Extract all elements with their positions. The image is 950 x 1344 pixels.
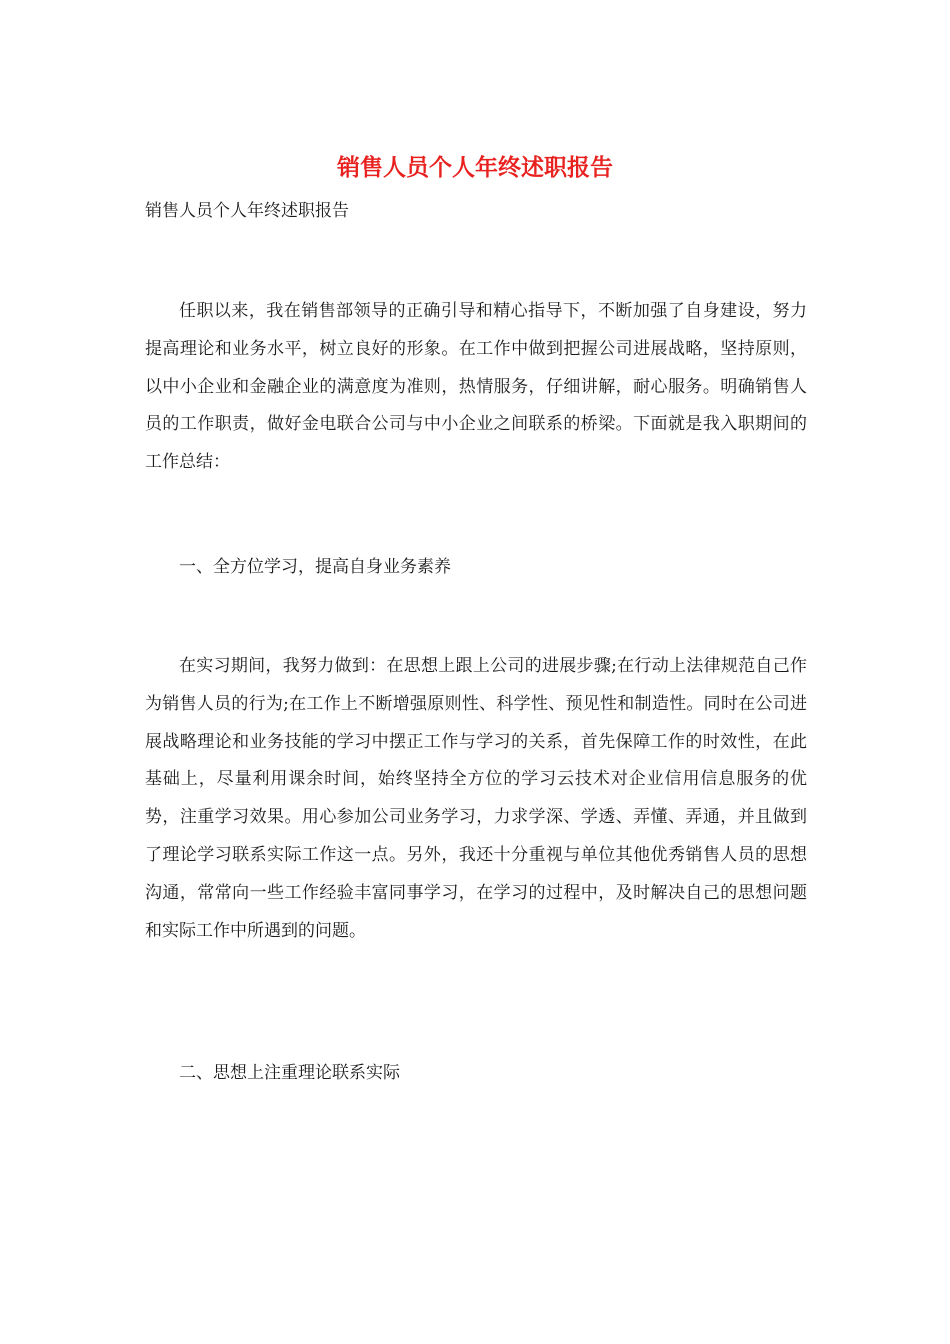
paragraph-intro: 任职以来，我在销售部领导的正确引导和精心指导下，不断加强了自身建设，努力提高理论和业务水平，树立良好的形象。在工作中做到把握公司进展战略，坚持原则，以中小企业和金融企业的满意度为准则，热情服务，仔细讲解，耐心服务。明确销售人员的工作职责，做好金电联合公司与中小企业之间联系的桥梁。下面就是我入职期间的工作总结： (145, 301, 807, 473)
paragraph-study: 在实习期间，我努力做到：在思想上跟上公司的进展步骤;在行动上法律规范自己作为销售人员的行为;在工作上不断增强原则性、科学性、预见性和制造性。同时在公司进展战略理论和业务技能的学习中摆正工作与学习的关系，首先保障工作的时效性，在此基础上，尽量利用课余时间，始终坚持全方位的学习云技术对企业信用信息服务的优势，注重学习效果。用心参加公司业务学习，力求学深、学透、弄懂、弄通，并且做到了理论学习联系实际工作这一点。另外，我还十分重视与单位其他优秀销售人员的思想沟通，常常向一些工作经验丰富同事学习，在学习的过程中，及时解决自己的思想问题和实际工作中所遇到的问题。 (145, 656, 807, 941)
section-heading-1: 一、全方位学习，提高自身业务素养 (179, 557, 451, 577)
section-heading-2: 二、思想上注重理论联系实际 (179, 1063, 400, 1083)
document-subtitle: 销售人员个人年终述职报告 (145, 201, 349, 221)
document-title: 销售人员个人年终述职报告 (337, 154, 613, 181)
